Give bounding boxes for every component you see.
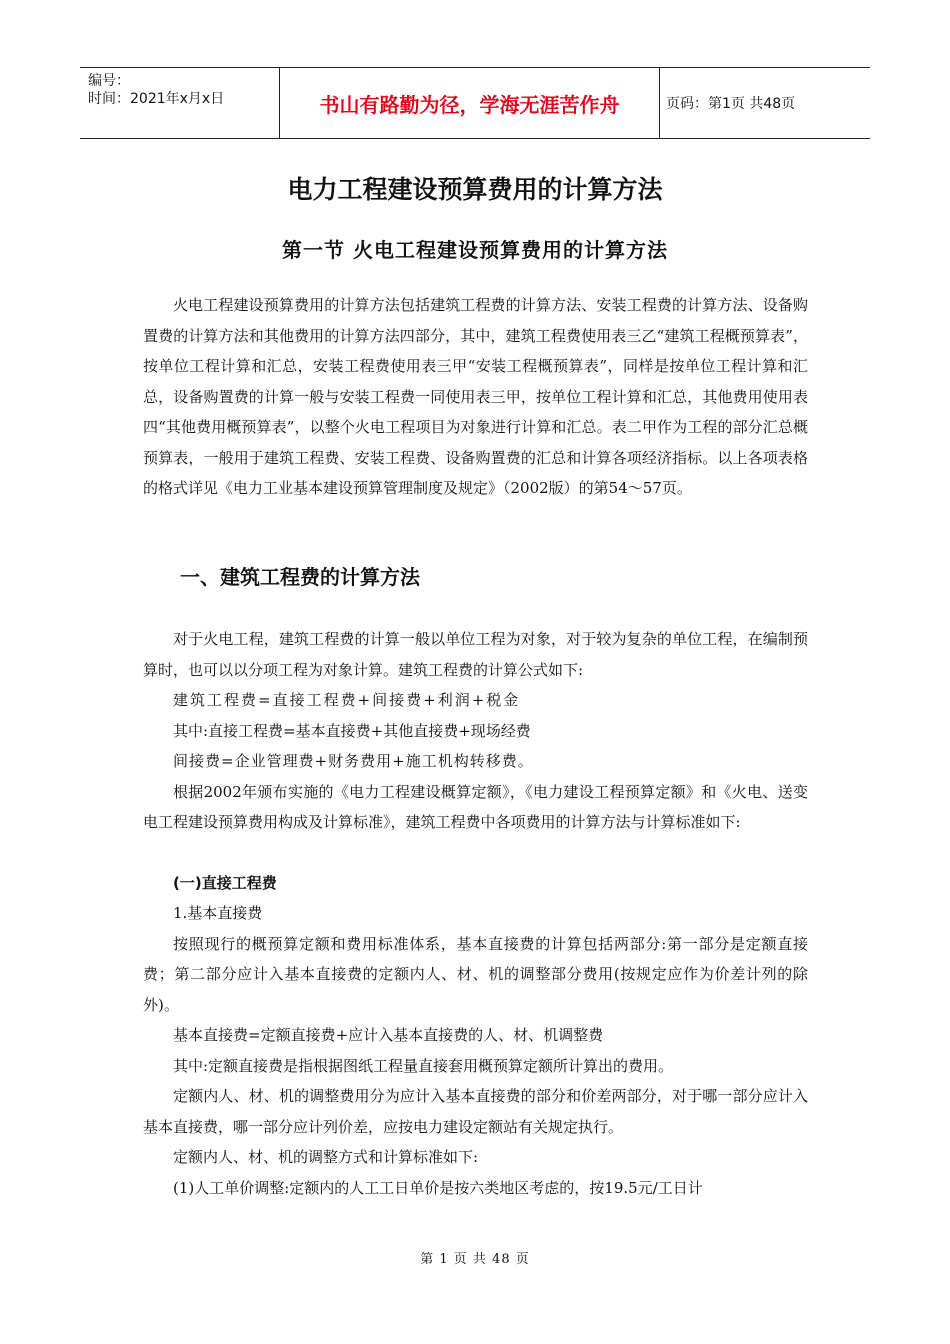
paragraph: 基本直接费=定额直接费+应计入基本直接费的人、材、机调整费 xyxy=(173,1026,604,1044)
header-meta xyxy=(80,68,280,138)
subsection-heading: (一)直接工程费 xyxy=(173,873,277,892)
section-title: 第一节 火电工程建设预算费用的计算方法 xyxy=(282,238,668,262)
paragraph: 定额内人、材、机的调整费用分为应计入基本直接费的部分和价差两部分，对于哪一部分应计入基本直接费，哪一部分应计列价差，应按电力建设定额站有关规定执行。 xyxy=(143,1087,808,1136)
header-page-info: 页码：第1页 共48页 xyxy=(666,96,796,112)
page-footer: 第 1 页 共 48 页 xyxy=(420,1252,530,1267)
page-header xyxy=(80,67,870,139)
formula-line: 其中:直接工程费=基本直接费+其他直接费+现场经费 xyxy=(173,721,531,740)
item-heading: 1.基本直接费 xyxy=(173,904,263,922)
paragraph: 按照现行的概预算定额和费用标准体系，基本直接费的计算包括两部分:第一部分是定额直接费；第二部分应计入基本直接费的定额内人、材、机的调整部分费用(按规定应作为价差计列的除外)。 xyxy=(143,934,808,1014)
section1-heading: 一、建筑工程费的计算方法 xyxy=(180,565,420,589)
number-label: 编号： xyxy=(88,73,130,89)
date-line: 时间：2021年x月x日 xyxy=(88,91,225,107)
paragraph: 对于火电工程，建筑工程费的计算一般以单位工程为对象，对于较为复杂的单位工程，在编制预算时，也可以以分项工程为对象计算。建筑工程费的计算公式如下: xyxy=(143,630,808,679)
formula-line: 间接费=企业管理费+财务费用+施工机构转移费。 xyxy=(173,752,534,770)
paragraph: 定额内人、材、机的调整方式和计算标准如下: xyxy=(173,1148,479,1166)
header-motto: 书山有路勤为径，学海无涯苦作舟 xyxy=(280,68,660,138)
section1-body xyxy=(143,624,808,1203)
paragraph: 根据2002年颁布实施的《电力工程建设概算定额》，《电力建设工程预算定额》和《火电、送变电工程建设预算费用构成及计算标准》，建筑工程费中各项费用的计算方法与计算标准如下: xyxy=(143,782,808,831)
formula-line: 建筑工程费=直接工程费+间接费+利润+税金 xyxy=(173,691,521,709)
spacer xyxy=(143,838,808,868)
paragraph: (1)人工单价调整:定额内的人工工日单价是按六类地区考虑的，按19.5元/工日计 xyxy=(173,1178,703,1197)
intro-block xyxy=(143,290,808,504)
intro-paragraph: 火电工程建设预算费用的计算方法包括建筑工程费的计算方法、安装工程费的计算方法、设备购置费的计算方法和其他费用的计算方法四部分，其中，建筑工程费使用表三乙“建筑工程概预算表”，按单位工程计算和汇总，安装工程费使用表三甲“安装工程概预算表”，同样是按单位工程计算和汇总，设备购置费的计算一般与安装工程费一同使用表三甲，按单位工程计算和汇总，其他费用使用表四“其他费用概预算表”，以整个火电工程项目为对象进行计算和汇总。表二甲作为工程的部分汇总概预算表，一般用于建筑工程费、安装工程费、设备购置费的汇总和计算各项经济指标。以上各项表格的格式详见《电力工业基本建设预算管理制度及规定》（2002版）的第54～57页。 xyxy=(143,296,808,497)
paragraph: 其中:定额直接费是指根据图纸工程量直接套用概预算定额所计算出的费用。 xyxy=(173,1056,674,1075)
document-title: 电力工程建设预算费用的计算方法 xyxy=(287,175,663,204)
